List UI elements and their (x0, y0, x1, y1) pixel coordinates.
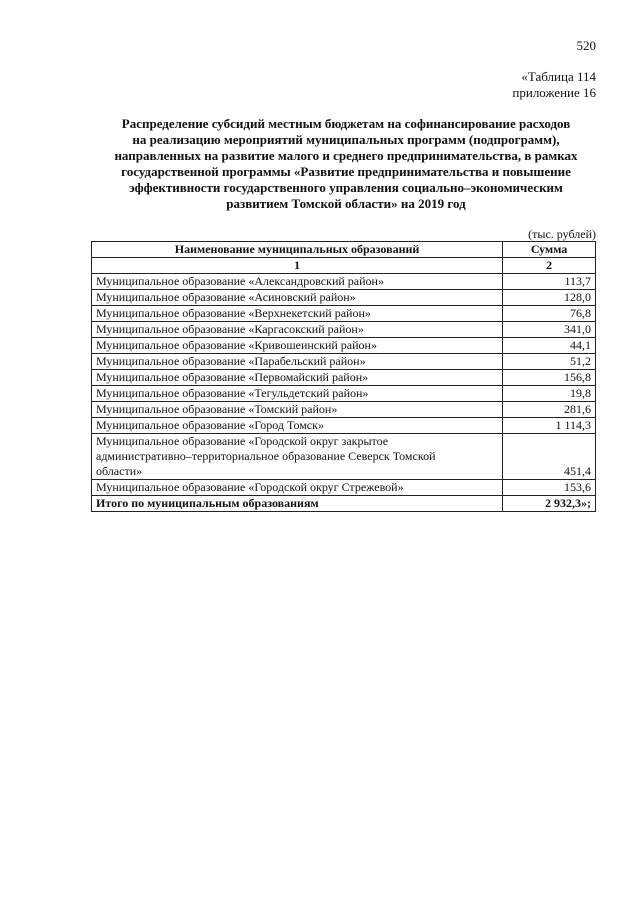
subsidy-table (91, 241, 596, 512)
title-line: развитием Томской области» на 2019 год (226, 196, 466, 211)
table-reference (512, 69, 596, 101)
table-row (92, 354, 596, 370)
title-line: на реализацию мероприятий муниципальных программ (подпрограмм), (132, 132, 560, 147)
row-sum: 76,8 (503, 306, 596, 322)
row-name: Муниципальное образование «Первомайский район» (92, 370, 503, 386)
table-row (92, 370, 596, 386)
row-name-line: области» (96, 464, 143, 478)
row-sum: 44,1 (503, 338, 596, 354)
row-name: Муниципальное образование «Город Томск» (92, 418, 503, 434)
row-sum: 113,7 (503, 274, 596, 290)
title-line: эффективности государственного управления социально–экономическим (129, 180, 563, 195)
table-total-row (92, 496, 596, 512)
row-name: Муниципальное образование «Кривошеинский район» (92, 338, 503, 354)
table-ref-line1: «Таблица 114 (521, 69, 596, 84)
total-sum: 2 932,3»; (503, 496, 596, 512)
row-name: Муниципальное образование «Асиновский район» (92, 290, 503, 306)
page-number: 520 (576, 38, 596, 53)
table-row (92, 434, 596, 480)
column-number-1: 1 (92, 258, 503, 274)
row-name: Муниципальное образование «Тегульдетский район» (92, 386, 503, 402)
title-line: направленных на развитие малого и среднего предпринимательства, в рамках (114, 148, 578, 163)
row-name-line: Муниципальное образование «Городской округ закрытое (96, 434, 389, 448)
row-name: Муниципальное образование «Каргасокский район» (92, 322, 503, 338)
table-header-numbers-row (92, 258, 596, 274)
document-title (92, 116, 600, 212)
row-sum: 51,2 (503, 354, 596, 370)
table-header-row (92, 242, 596, 258)
table-row (92, 418, 596, 434)
table-row (92, 306, 596, 322)
row-sum: 341,0 (503, 322, 596, 338)
row-name: Муниципальное образование «Верхнекетский район» (92, 306, 503, 322)
units-label: (тыс. рублей) (528, 227, 596, 241)
row-name: Муниципальное образование «Городской округ Стрежевой» (92, 480, 503, 496)
title-line: государственной программы «Развитие предпринимательства и повышение (121, 164, 571, 179)
table-row (92, 322, 596, 338)
table-row (92, 402, 596, 418)
table-row (92, 290, 596, 306)
row-sum: 128,0 (503, 290, 596, 306)
row-sum: 451,4 (503, 434, 596, 480)
row-sum: 19,8 (503, 386, 596, 402)
row-name: Муниципальное образование «Томский район» (92, 402, 503, 418)
table-row (92, 386, 596, 402)
column-header-name: Наименование муниципальных образований (92, 242, 503, 258)
row-sum: 153,6 (503, 480, 596, 496)
row-sum: 1 114,3 (503, 418, 596, 434)
table-row (92, 338, 596, 354)
column-number-2: 2 (503, 258, 596, 274)
title-line: Распределение субсидий местным бюджетам на софинансирование расходов (121, 116, 571, 131)
column-header-sum: Сумма (503, 242, 596, 258)
row-sum: 156,8 (503, 370, 596, 386)
row-name: Муниципальное образование «Парабельский район» (92, 354, 503, 370)
table-row (92, 480, 596, 496)
row-name: Муниципальное образование «Александровский район» (92, 274, 503, 290)
table-row (92, 274, 596, 290)
row-name-line: административно–территориальное образование Северск Томской (96, 449, 436, 463)
row-sum: 281,6 (503, 402, 596, 418)
row-name (92, 434, 503, 480)
total-label: Итого по муниципальным образованиям (92, 496, 503, 512)
table-ref-line2: приложение 16 (512, 85, 596, 100)
